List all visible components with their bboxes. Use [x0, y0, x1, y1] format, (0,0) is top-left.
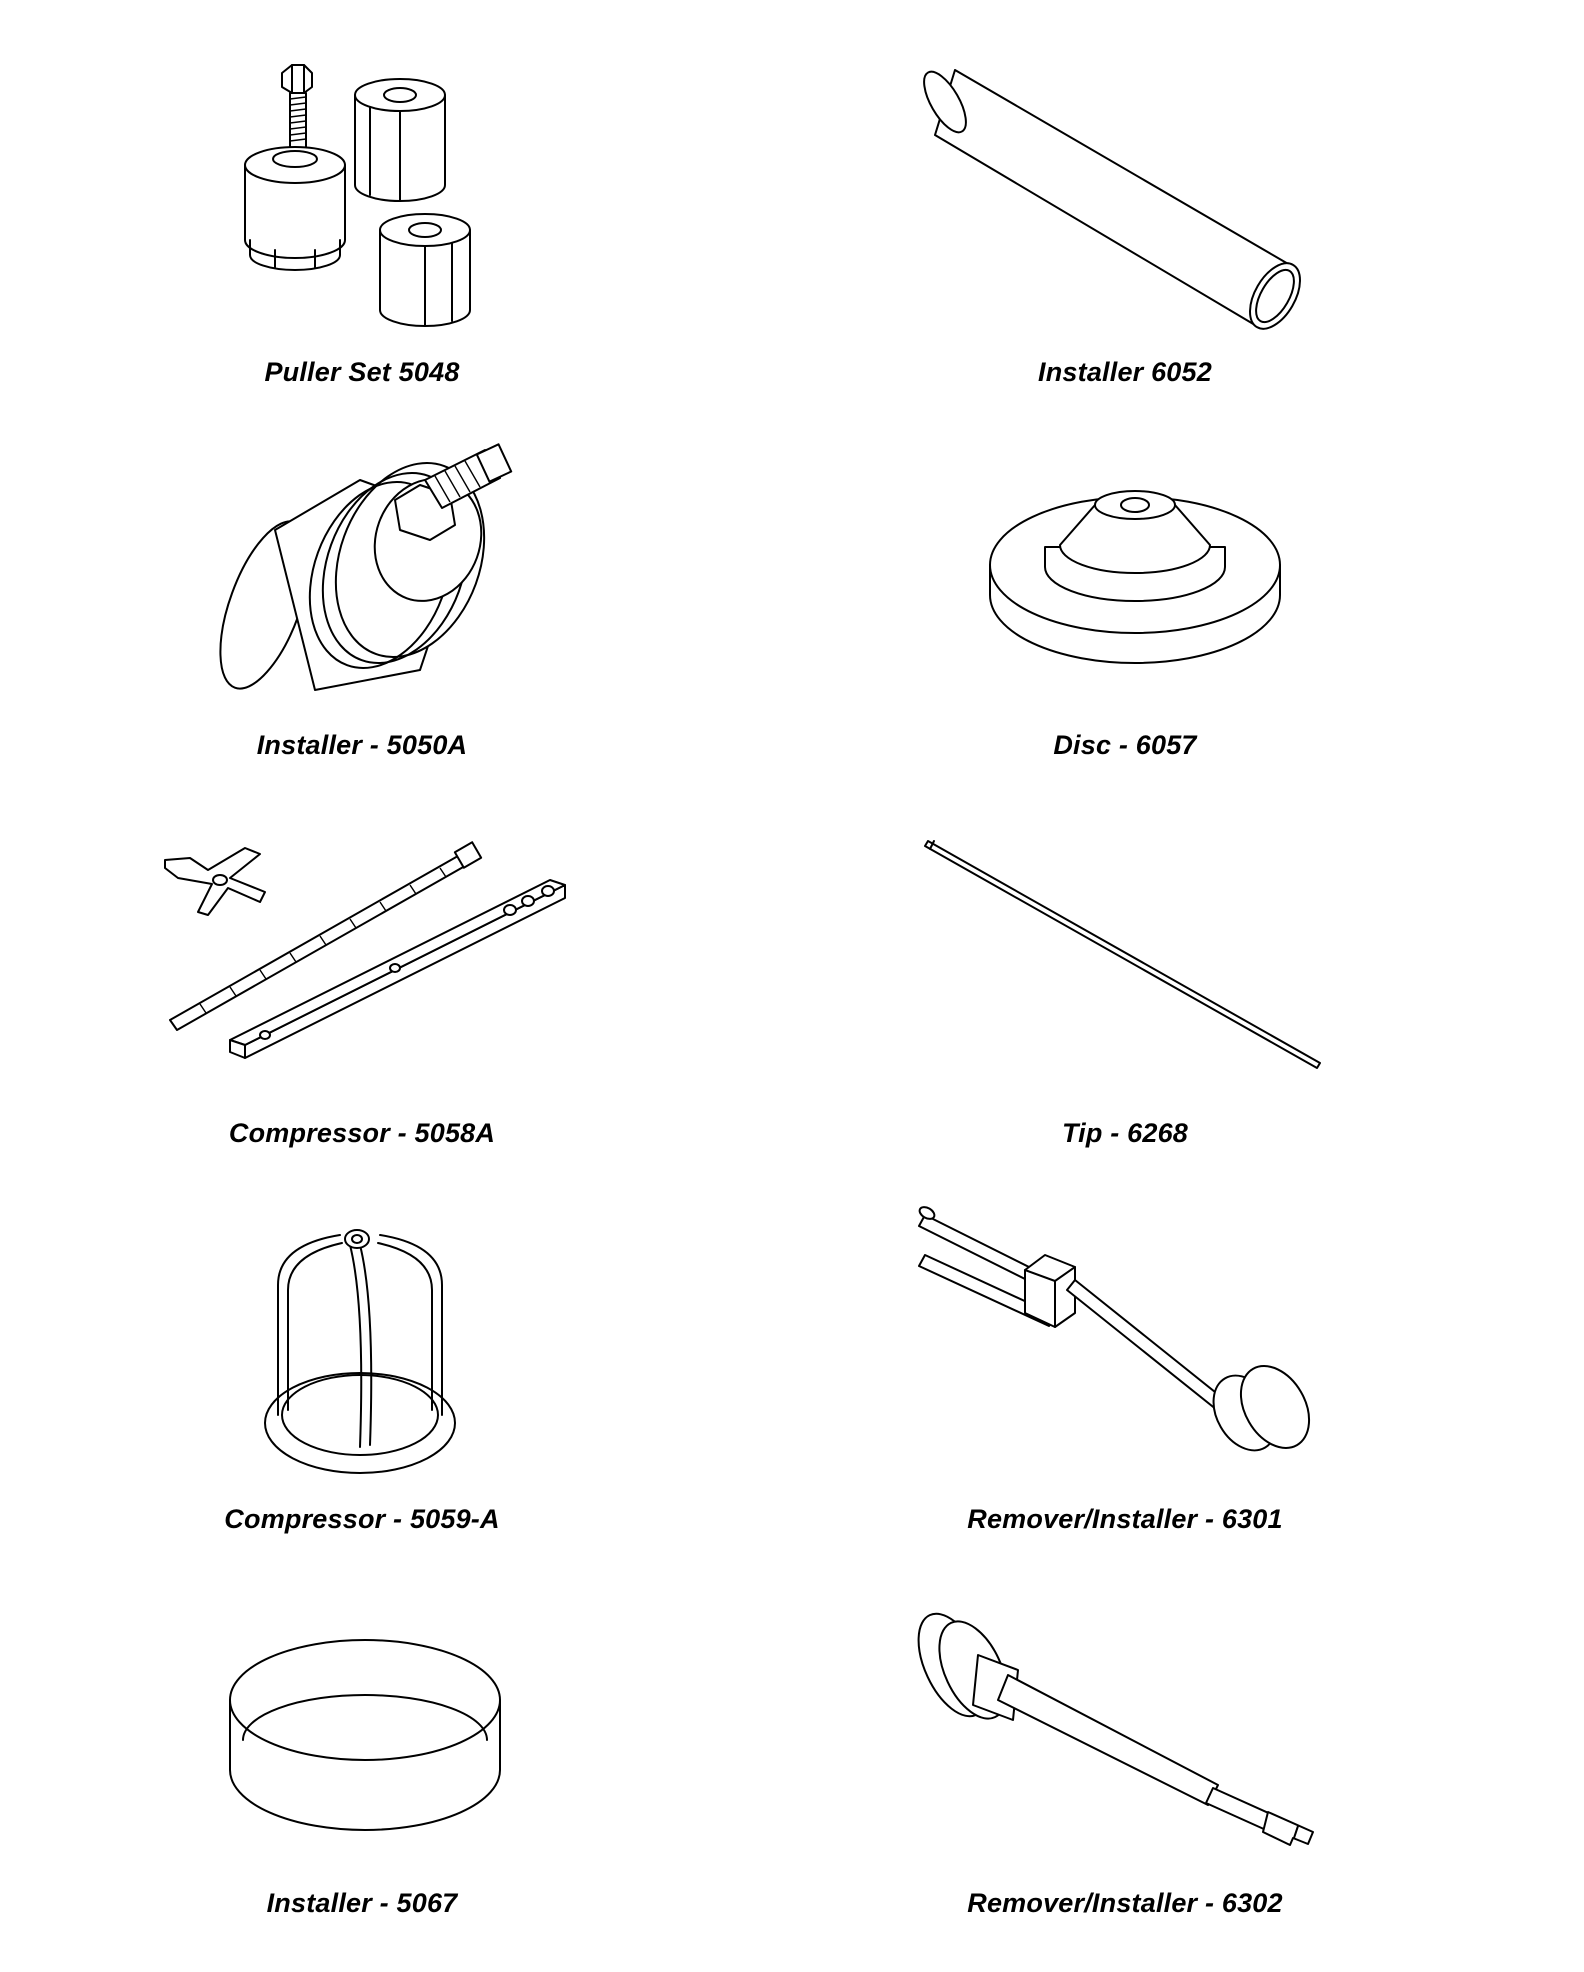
compressor-5058a-illustration: [160, 840, 580, 1090]
caption-compressor-5058a: Compressor - 5058A: [228, 1118, 496, 1148]
caption-remover-installer-6301: Remover/Installer - 6301: [967, 1504, 1283, 1534]
caption-compressor-5059a: Compressor - 5059-A: [224, 1504, 500, 1534]
installer-5067-illustration: [225, 1630, 505, 1850]
compressor-5059a-illustration: [260, 1215, 460, 1485]
puller-set-5048-illustration: [230, 55, 530, 335]
caption-installer-6052: Installer 6052: [1038, 357, 1212, 387]
remover-installer-6302-illustration: [918, 1600, 1328, 1860]
caption-disc-6057: Disc - 6057: [1053, 730, 1197, 760]
caption-puller-set-5048: Puller Set 5048: [264, 357, 460, 387]
tip-6268-illustration: [920, 835, 1330, 1075]
installer-5050a-illustration: [220, 440, 540, 700]
caption-tip-6268: Tip - 6268: [1061, 1118, 1189, 1148]
installer-6052-illustration: [925, 60, 1325, 345]
remover-installer-6301-illustration: [915, 1195, 1325, 1475]
disc-6057-illustration: [985, 475, 1285, 675]
caption-installer-5050a: Installer - 5050A: [256, 730, 468, 760]
caption-remover-installer-6302: Remover/Installer - 6302: [967, 1888, 1283, 1918]
caption-installer-5067: Installer - 5067: [266, 1888, 458, 1918]
